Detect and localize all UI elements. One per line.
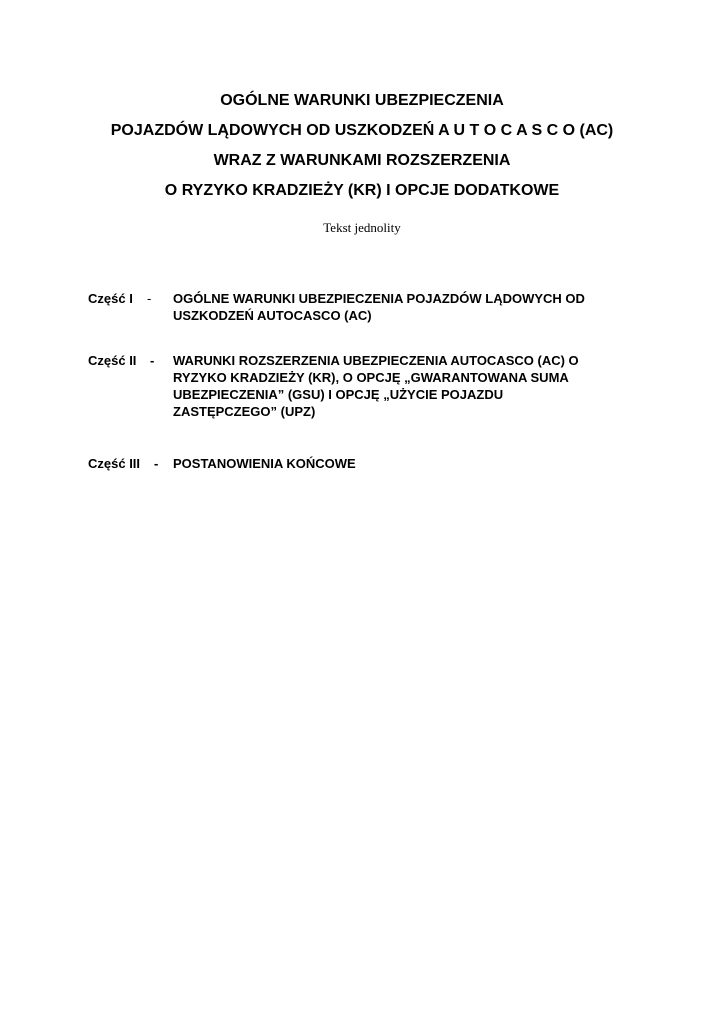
toc-entry-line: OGÓLNE WARUNKI UBEZPIECZENIA POJAZDÓW LĄDOWYCH OD [173,291,585,306]
title-line-2: POJAZDÓW LĄDOWYCH OD USZKODZEŃ A U T O C A S C O (AC) [110,122,614,139]
toc-entry-line: ZASTĘPCZEGO” (UPZ) [173,404,316,419]
toc-entry-dash: - [154,456,159,471]
document-title [0,86,724,206]
toc-entry-text [173,352,648,420]
title-line-4: O RYZYKO KRADZIEŻY (KR) I OPCJE DODATKOWE [164,182,560,199]
toc-entry-label: Część I [88,291,133,306]
toc-entry-line: UBEZPIECZENIA” (GSU) I OPCJĘ „UŻYCIE POJAZDU [173,387,504,402]
toc-entry-text [173,455,648,472]
title-line-1: OGÓLNE WARUNKI UBEZPIECZENIA [220,92,504,109]
toc-entry-label: Część II [88,353,137,368]
toc-entry-line: WARUNKI ROZSZERZENIA UBEZPIECZENIA AUTOCASCO (AC) O [173,353,579,368]
toc-entry-line: RYZYKO KRADZIEŻY (KR), O OPCJĘ „GWARANTOWANA SUMA [173,370,569,385]
title-line-3: WRAZ Z WARUNKAMI ROZSZERZENIA [213,152,511,169]
toc-entry-dash: - [147,291,152,306]
toc-entry-line: USZKODZEŃ AUTOCASCO (AC) [173,308,372,323]
toc-entry-text [173,290,648,324]
toc-entry-line: POSTANOWIENIA KOŃCOWE [173,456,356,471]
document-subtitle: Tekst jednolity [323,220,401,235]
toc-entry-label: Część III [88,456,141,471]
toc-entry-dash: - [150,353,155,368]
